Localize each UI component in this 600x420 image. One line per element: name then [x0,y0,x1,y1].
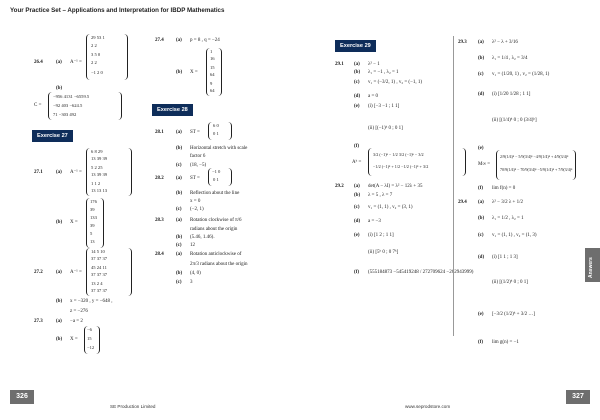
q-sub: (c) [478,72,484,77]
matrix-row: 0 1 [213,177,219,182]
q-sub: (c) [354,205,360,210]
page-header: Your Practice Set – Applications and Interpretation for IBDP Mathematics [10,7,225,14]
q-sub: (a) [176,130,182,135]
matrix-st-28-1 [208,122,232,140]
q-sub: (e) [478,312,484,317]
q-sub: (a) [176,176,182,181]
matrix-row: 37 37 37 [91,288,108,293]
q-text: λ₁ = 1/4 , λ₂ = 3/4 [492,56,528,61]
q-sub: (c) [176,207,182,212]
matrix-row: 0 1 [213,131,219,136]
q-sub: (b) [56,86,63,91]
q-text: lim f(n) = 0 [492,186,516,191]
matrix-x-27-3 [84,326,100,354]
exercise-29-banner: Exercise 29 [335,40,376,52]
q-text: A⁻¹ = [70,60,82,65]
matrix-row: 1 [210,49,213,54]
matrix-row: 2 2 [91,60,97,65]
matrix-row: 5 2 25 [91,165,103,170]
q-text: (i) [−3 −1 ; 1 1] [368,104,400,109]
q-sub: (f) [354,144,359,149]
matrix-a-k [368,148,466,176]
q-label: 27.3 [34,319,43,324]
matrix-row: −1 0 [212,169,221,174]
matrix-row: 39 [90,223,95,228]
matrix-row: −92 403 −624.5 [53,103,83,108]
q-label: 28.2 [155,176,164,181]
q-text: det(A − λI) = λ² − 12λ + 35 [368,184,423,189]
q-text: v₁ = (1/20, 1) , v₂ = (1/28, 1) [492,72,550,77]
q-text: λ₁ = −1 , λ₂ = 1 [368,70,399,75]
q-text: (5.46, 1.46). [190,235,215,240]
matrix-row: 39 [90,207,95,212]
matrix-row: 64 [210,88,215,93]
q-sub: (d) [354,94,361,99]
q-text: λ² − 3/2 λ + 1/2 [492,200,524,205]
matrix-row: 71 −303 492 [53,112,77,117]
matrix-row: −956 4131 −6559.5 [53,94,90,99]
q-sub: (b) [354,193,361,198]
q-text: (18, −5) [190,163,207,168]
q-text: Reflection about the line [190,191,240,196]
q-sub: (e) [354,233,360,238]
q-text: a = 0 [368,94,379,99]
matrix-row: −1 2 0 [91,70,103,75]
q-label: 29.4 [458,200,467,205]
q-text: 12 [190,243,195,248]
q-sub: (b) [176,271,183,276]
matrix-row: 64 [210,72,215,77]
q-sub: (a) [478,40,484,45]
q-label: 29.3 [458,40,467,45]
matrix-st-28-2 [208,168,232,186]
q-text: A⁻¹ = [70,170,82,175]
matrix-row: 13 39 39 [91,172,108,177]
q-sub: (b) [56,299,63,304]
q-text: (ii) [5ᵏ 0 ; 0 7ᵏ] [368,250,399,255]
q-sub: (d) [478,255,485,260]
q-sub: (b) [56,337,63,342]
q-sub: (d) [478,92,485,97]
matrix-row: 45 24 11 [91,265,107,270]
answers-side-tab[interactable] [585,248,600,282]
q-sub: (b) [478,216,485,221]
q-sub: (a) [176,38,182,43]
q-sub: (b) [354,70,361,75]
q-label: 27.4 [155,38,164,43]
q-text: v₁ = (1, 1) , v₂ = (3, 1) [368,205,413,210]
q-sub: (f) [354,270,359,275]
q-text: (ii) [(1/4)ᵏ 0 ; 0 (3/4)ᵏ] [492,118,537,123]
q-label: 28.4 [155,252,164,257]
matrix-row: 3 5 0 [91,52,101,57]
q-text: X = [190,70,198,75]
q-sub: (f) [478,340,483,345]
q-text: Horizontal stretch with scale [190,146,248,151]
matrix-row: 9 [210,81,213,86]
matrix-x-27-4 [206,48,222,96]
q-text: λ₁ = 1/2 , λ₂ = 1 [492,216,524,221]
q-label: 28.3 [155,218,164,223]
publisher-footer: SE Production Limited [110,404,156,409]
q-text: C = [34,103,42,108]
q-text: v₁ = (−3/2, 1) , v₂ = (−1, 1) [368,80,423,85]
q-text: z = −276 [70,309,88,314]
matrix-row: 6 8 29 [91,149,103,154]
matrix-row: 16 [210,56,215,61]
q-text: (i) [1/20 1/28 ; 1 1] [492,92,531,97]
matrix-row: −6 [87,327,92,332]
exercise-27-banner: Exercise 27 [32,130,73,142]
q-text: v₁ = (1, 1) , v₂ = (1, 3) [492,233,537,238]
q-text: (555184873 −545419248 / 272709624 −262943999) [368,270,474,275]
q-text: (i) [1 1 ; 1 3] [492,255,518,260]
matrix-row: −12 [87,345,95,350]
q-sub: (a) [354,184,360,189]
right-page-number: 327 [566,390,590,404]
exercise-28-banner: Exercise 28 [152,104,193,116]
q-text: 3 [190,280,193,285]
q-sub: (a) [478,200,484,205]
q-sub: (b) [176,191,183,196]
matrix-row: 14 5 10 [91,249,105,254]
q-label: 29.2 [335,184,344,189]
q-text: x = −320 , y = −648 , [70,299,113,304]
matrix-row: 37 37 37 [91,256,108,261]
matrix-row: 5 [90,231,93,236]
q-sub: (b) [478,56,485,61]
matrix-row: 15 [87,336,92,341]
q-text: [−3/2 (1/2)ᵏ + 3/2 …] [492,312,536,317]
matrix-row: 37 37 37 [91,272,108,277]
q-text: (ii) [(−1)ᵏ 0 ; 0 1] [368,126,403,131]
matrix-row: 70/9(1/4)ᵏ − 70/9(3/4)ᵏ −5/9(1/4)ᵏ + 7/9(3/4)ᵏ [500,167,573,172]
matrix-x-27-1 [86,198,104,248]
q-text: ST = [190,130,200,135]
matrix-row: 3/2 (−1)ᵏ − 1/2 3/2 (−1)ᵏ − 3/2 [373,152,424,157]
q-text: λ = 5 , λ = 7 [368,193,393,198]
q-sub: (c) [176,163,182,168]
q-sub: (a) [176,218,182,223]
q-sub: (c) [176,280,182,285]
matrix-row: 1 1 2 [91,181,101,186]
q-sub: (a) [176,252,182,257]
column-divider [453,36,454,336]
q-label: 27.1 [34,170,43,175]
q-sub: (e) [354,104,360,109]
q-sub: (b) [176,70,183,75]
q-text: (ii) [(1/2)ᵏ 0 ; 0 1] [492,280,528,285]
q-sub: (a) [56,319,62,324]
q-text: ST = [190,176,200,181]
q-sub: (f) [478,186,483,191]
q-text: (−2, 1) [190,207,204,212]
matrix-row: 2 2 [91,43,97,48]
q-text: (i) [1 2 ; 1 1] [368,233,394,238]
q-text: Rotation anticlockwise of [190,252,242,257]
matrix-row: 133 [90,215,97,220]
q-text: factor 6 [190,154,206,159]
q-text: λ² − 1 [368,62,380,67]
matrix-row: 13 2 4 [91,281,103,286]
q-sub: (b) [176,235,183,240]
q-sub: (e) [478,146,484,151]
q-text: X = [70,337,78,342]
q-text: radians about the origin [190,227,238,232]
matrix-row: 13 [90,239,95,244]
q-text: λ² − λ + 3/16 [492,40,518,45]
matrix-m-infinity [496,150,576,180]
q-sub: (a) [354,62,360,67]
matrix-row: 15 [210,65,215,70]
matrix-c [48,92,122,120]
matrix-26-4 [86,34,128,80]
q-sub: (c) [176,243,182,248]
matrix-row: 13 39 39 [91,156,108,161]
q-sub: (d) [354,219,361,224]
site-footer: www.seprodstore.com [405,404,451,409]
matrix-row: 6 0 [213,123,219,128]
q-text: a = −3 [368,219,381,224]
q-text: M∞ = [478,162,491,167]
q-sub: (b) [56,220,63,225]
q-sub: (a) [56,270,62,275]
q-text: lim g(n) = −1 [492,340,519,345]
q-label: 28.1 [155,130,164,135]
q-text: X = [70,220,78,225]
q-label: 29.1 [335,62,344,67]
left-page-number: 326 [10,390,34,404]
q-text: Aᵏ = [352,160,362,165]
q-text: (4, 0) [190,271,201,276]
matrix-27-1 [86,148,132,196]
q-sub: (a) [56,170,62,175]
q-sub: (c) [478,233,484,238]
matrix-row: −1/2 (−1)ᵏ + 1/2 −1/2 (−1)ᵏ + 3/2 [373,164,429,169]
matrix-row: 2/9(1/4)ᵏ − 5/9(3/4)ᵏ −4/9(1/4)ᵏ + 4/9(3/4)ᵏ [500,154,569,159]
matrix-row: 29 53 1 [91,35,105,40]
q-text: −a = 2 [70,319,83,324]
matrix-row: 176 [90,199,97,204]
q-sub: (a) [56,60,62,65]
q-text: 2π/3 radians about the origin [190,262,248,267]
q-sub: (c) [354,80,360,85]
matrix-27-2 [86,248,132,296]
q-label: 26.4 [34,60,43,65]
q-text: p = 8 , q = −24 [190,38,220,43]
q-label: 27.2 [34,270,43,275]
q-sub: (b) [176,146,183,151]
q-text: A⁻¹ = [70,270,82,275]
matrix-row: 13 13 13 [91,188,108,193]
q-text: x = 0 [190,199,201,204]
q-text: Rotation clockwise of π/6 [190,218,242,223]
answers-tab-label: Answers [588,257,594,278]
